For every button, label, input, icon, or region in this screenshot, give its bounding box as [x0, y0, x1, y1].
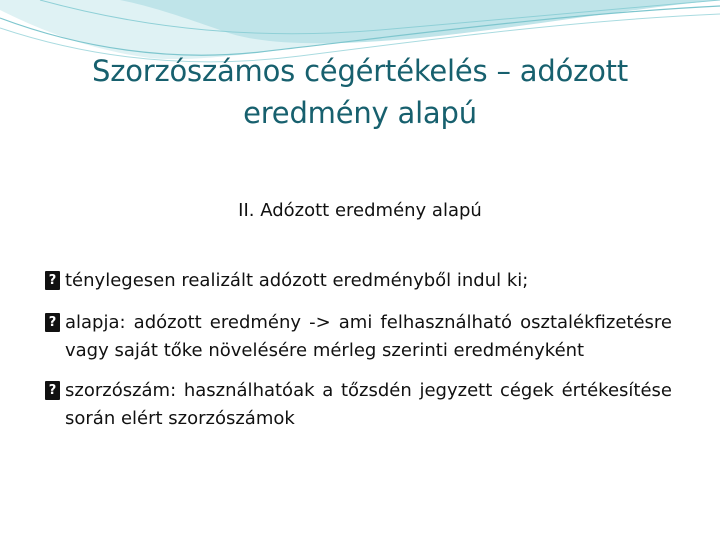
missing-glyph-bullet-icon: ?	[45, 313, 60, 332]
bullet-text: szorzószám: használhatóak a tőzsdén jegyzett cégek értékesítése során elért szorzószámok	[65, 380, 672, 429]
slide-title: Szorzószámos cégértékelés – adózott eredmény alapú	[91, 54, 629, 130]
missing-glyph-bullet-icon: ?	[45, 381, 60, 400]
bullet-item	[45, 377, 672, 433]
bullet-item	[45, 309, 672, 365]
bullet-list	[45, 267, 672, 445]
missing-glyph-bullet-icon: ?	[45, 271, 60, 290]
bullet-item	[45, 267, 672, 295]
bullet-text: alapja: adózott eredmény -> ami felhasználható osztalékfizetésre vagy saját tőke növelésére mérleg szerinti eredményként	[65, 312, 672, 361]
slide-subtitle: II. Adózott eredmény alapú	[238, 200, 482, 221]
bullet-text: ténylegesen realizált adózott eredményből indul ki;	[65, 270, 529, 291]
